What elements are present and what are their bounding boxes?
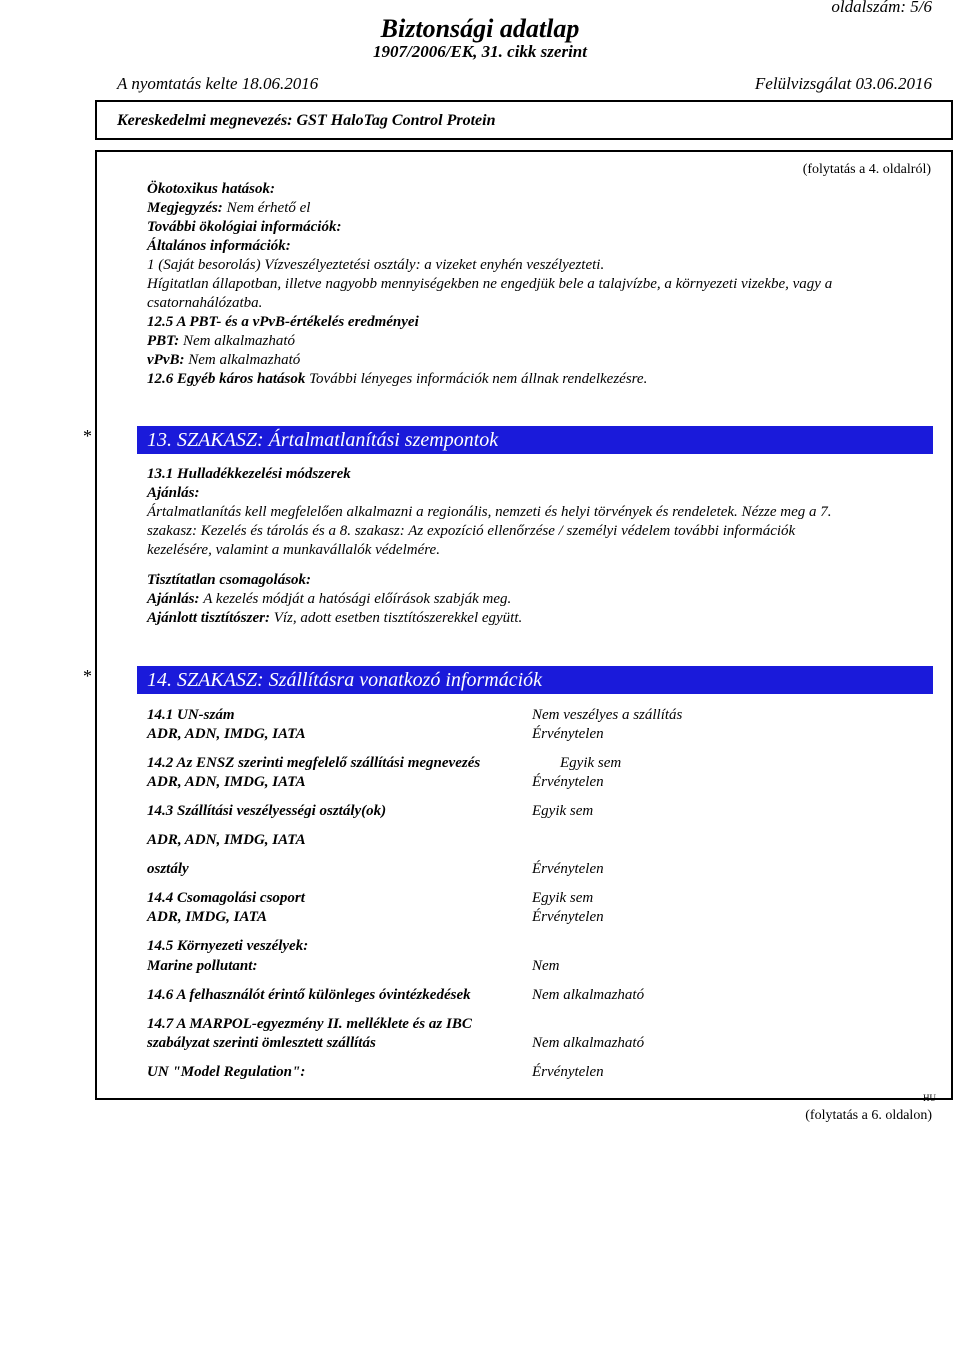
transport-row-value: Érvénytelen <box>532 861 604 877</box>
other-effects-value: További lényeges információk nem állnak rendelkezésre. <box>309 371 648 387</box>
recommendation-line2: szakasz: Kezelés és tárolás és a 8. szakasz: Az expozíció ellenőrzése / személyi védelem további információk <box>147 523 796 539</box>
cleaning-agent-label: Ajánlott tisztítószer: <box>147 610 270 626</box>
transport-row-label: 14.2 Az ENSZ szerinti megfelelő szállítási megnevezés <box>147 755 481 771</box>
language-code: HU <box>923 1093 936 1103</box>
transport-row-value: Nem alkalmazható <box>532 987 645 1003</box>
transport-row-value: Érvénytelen <box>532 909 604 925</box>
transport-row-value: Egyik sem <box>532 890 594 906</box>
transport-row-value: Érvénytelen <box>532 726 604 742</box>
packaging-recommendation-label: Ajánlás: <box>147 591 200 607</box>
section13-title: 13. SZAKASZ: Ártalmatlanítási szempontok <box>147 429 499 451</box>
transport-row-value: Nem <box>532 958 560 974</box>
transport-row-label: szabályzat szerinti ömlesztett szállítás <box>147 1035 376 1051</box>
cleaning-agent-value: Víz, adott esetben tisztítószerekkel együtt. <box>273 610 523 626</box>
waste-methods-heading: 13.1 Hulladékkezelési módszerek <box>147 466 351 482</box>
note-label: Megjegyzés: <box>147 200 223 216</box>
further-eco-heading: További ökológiai információk: <box>147 219 342 235</box>
main-content-box <box>83 150 953 1100</box>
other-effects-row <box>147 370 647 389</box>
transport-row-value: Nem veszélyes a szállítás <box>532 707 683 723</box>
note-row <box>147 199 310 218</box>
note-value: Nem érhető el <box>226 200 311 216</box>
pbt-value: Nem alkalmazható <box>182 333 296 349</box>
transport-row-label: 14.7 A MARPOL-egyezmény II. melléklete és az IBC <box>147 1016 472 1032</box>
vpvb-value: Nem alkalmazható <box>188 352 301 368</box>
undiluted-text-line1: Hígitatlan állapotban, illetve nagyobb mennyiségekben ne engedjük bele a talajvízbe, a környezeti vizekbe, vagy a <box>147 276 833 292</box>
uncleaned-packaging-heading: Tisztítatlan csomagolások: <box>147 572 312 588</box>
water-hazard-text: 1 (Saját besorolás) Vízveszélyeztetési osztály: a vizeket enyhén veszélyezteti. <box>147 257 605 273</box>
trade-name-box <box>95 100 953 140</box>
transport-row-label: ADR, ADN, IMDG, IATA <box>147 774 306 790</box>
transport-row-label: ADR, IMDG, IATA <box>147 909 268 925</box>
transport-row-label: 14.1 UN-szám <box>147 707 235 723</box>
transport-row-label: UN "Model Regulation": <box>147 1064 306 1080</box>
cleaning-agent-row <box>147 609 522 628</box>
vpvb-label: vPvB: <box>147 352 185 368</box>
transport-row-label: 14.5 Környezeti veszélyek: <box>147 938 309 954</box>
transport-row-label: Marine pollutant: <box>147 958 258 974</box>
pbt-label: PBT: <box>147 333 180 349</box>
transport-row-value: Érvénytelen <box>532 774 604 790</box>
transport-row-value: Nem alkalmazható <box>532 1035 645 1051</box>
continued-from: (folytatás a 4. oldalról) <box>802 162 931 177</box>
recommendation-heading: Ajánlás: <box>147 485 200 501</box>
print-date: A nyomtatás kelte 18.06.2016 <box>117 74 319 93</box>
pbt-heading: 12.5 A PBT- és a vPvB-értékelés eredményei <box>147 314 419 330</box>
transport-row-value: Egyik sem <box>560 755 622 771</box>
continued-to: (folytatás a 6. oldalon) <box>805 1108 932 1123</box>
undiluted-text-line2: csatornahálózatba. <box>147 295 263 311</box>
section13-title-bar <box>137 426 933 454</box>
pbt-row <box>147 332 295 351</box>
transport-row-value: Egyik sem <box>532 803 594 819</box>
recommendation-line3: kezelésére, valamint a munkavállalók védelmére. <box>147 542 440 558</box>
vpvb-row <box>147 351 300 370</box>
revision-date: Felülvizsgálat 03.06.2016 <box>754 74 932 93</box>
document-title: Biztonsági adatlap <box>380 14 580 43</box>
ecotox-heading: Ökotoxikus hatások: <box>147 181 275 197</box>
page-number: oldalszám: 5/6 <box>831 0 932 16</box>
section14-title-bar <box>137 666 933 694</box>
general-info-heading: Általános információk: <box>147 238 291 254</box>
section14-change-marker: * <box>83 666 92 686</box>
transport-row-value: Érvénytelen <box>532 1064 604 1080</box>
transport-row-label: ADR, ADN, IMDG, IATA <box>147 832 306 848</box>
regulation-subtitle: 1907/2006/EK, 31. cikk szerint <box>373 42 587 61</box>
packaging-recommendation-value: A kezelés módját a hatósági előírások szabják meg. <box>203 591 512 607</box>
transport-row-label: ADR, ADN, IMDG, IATA <box>147 726 306 742</box>
packaging-recommendation-row <box>147 590 511 609</box>
transport-row-label: 14.6 A felhasználót érintő különleges óvintézkedések <box>147 987 471 1003</box>
transport-row-label: 14.4 Csomagolási csoport <box>147 890 305 906</box>
section14-title: 14. SZAKASZ: Szállításra vonatkozó információk <box>147 669 542 691</box>
section13-change-marker: * <box>83 426 92 446</box>
transport-row-label: 14.3 Szállítási veszélyességi osztály(ok) <box>147 803 387 819</box>
transport-row-label: osztály <box>147 861 189 877</box>
recommendation-line1: Ártalmatlanítás kell megfelelően alkalmazni a regionális, nemzeti és helyi törvények és rendeletek. Nézze meg a 7. <box>147 504 832 520</box>
other-effects-label: 12.6 Egyéb káros hatások <box>147 371 306 387</box>
trade-name: Kereskedelmi megnevezés: GST HaloTag Control Protein <box>117 112 496 129</box>
